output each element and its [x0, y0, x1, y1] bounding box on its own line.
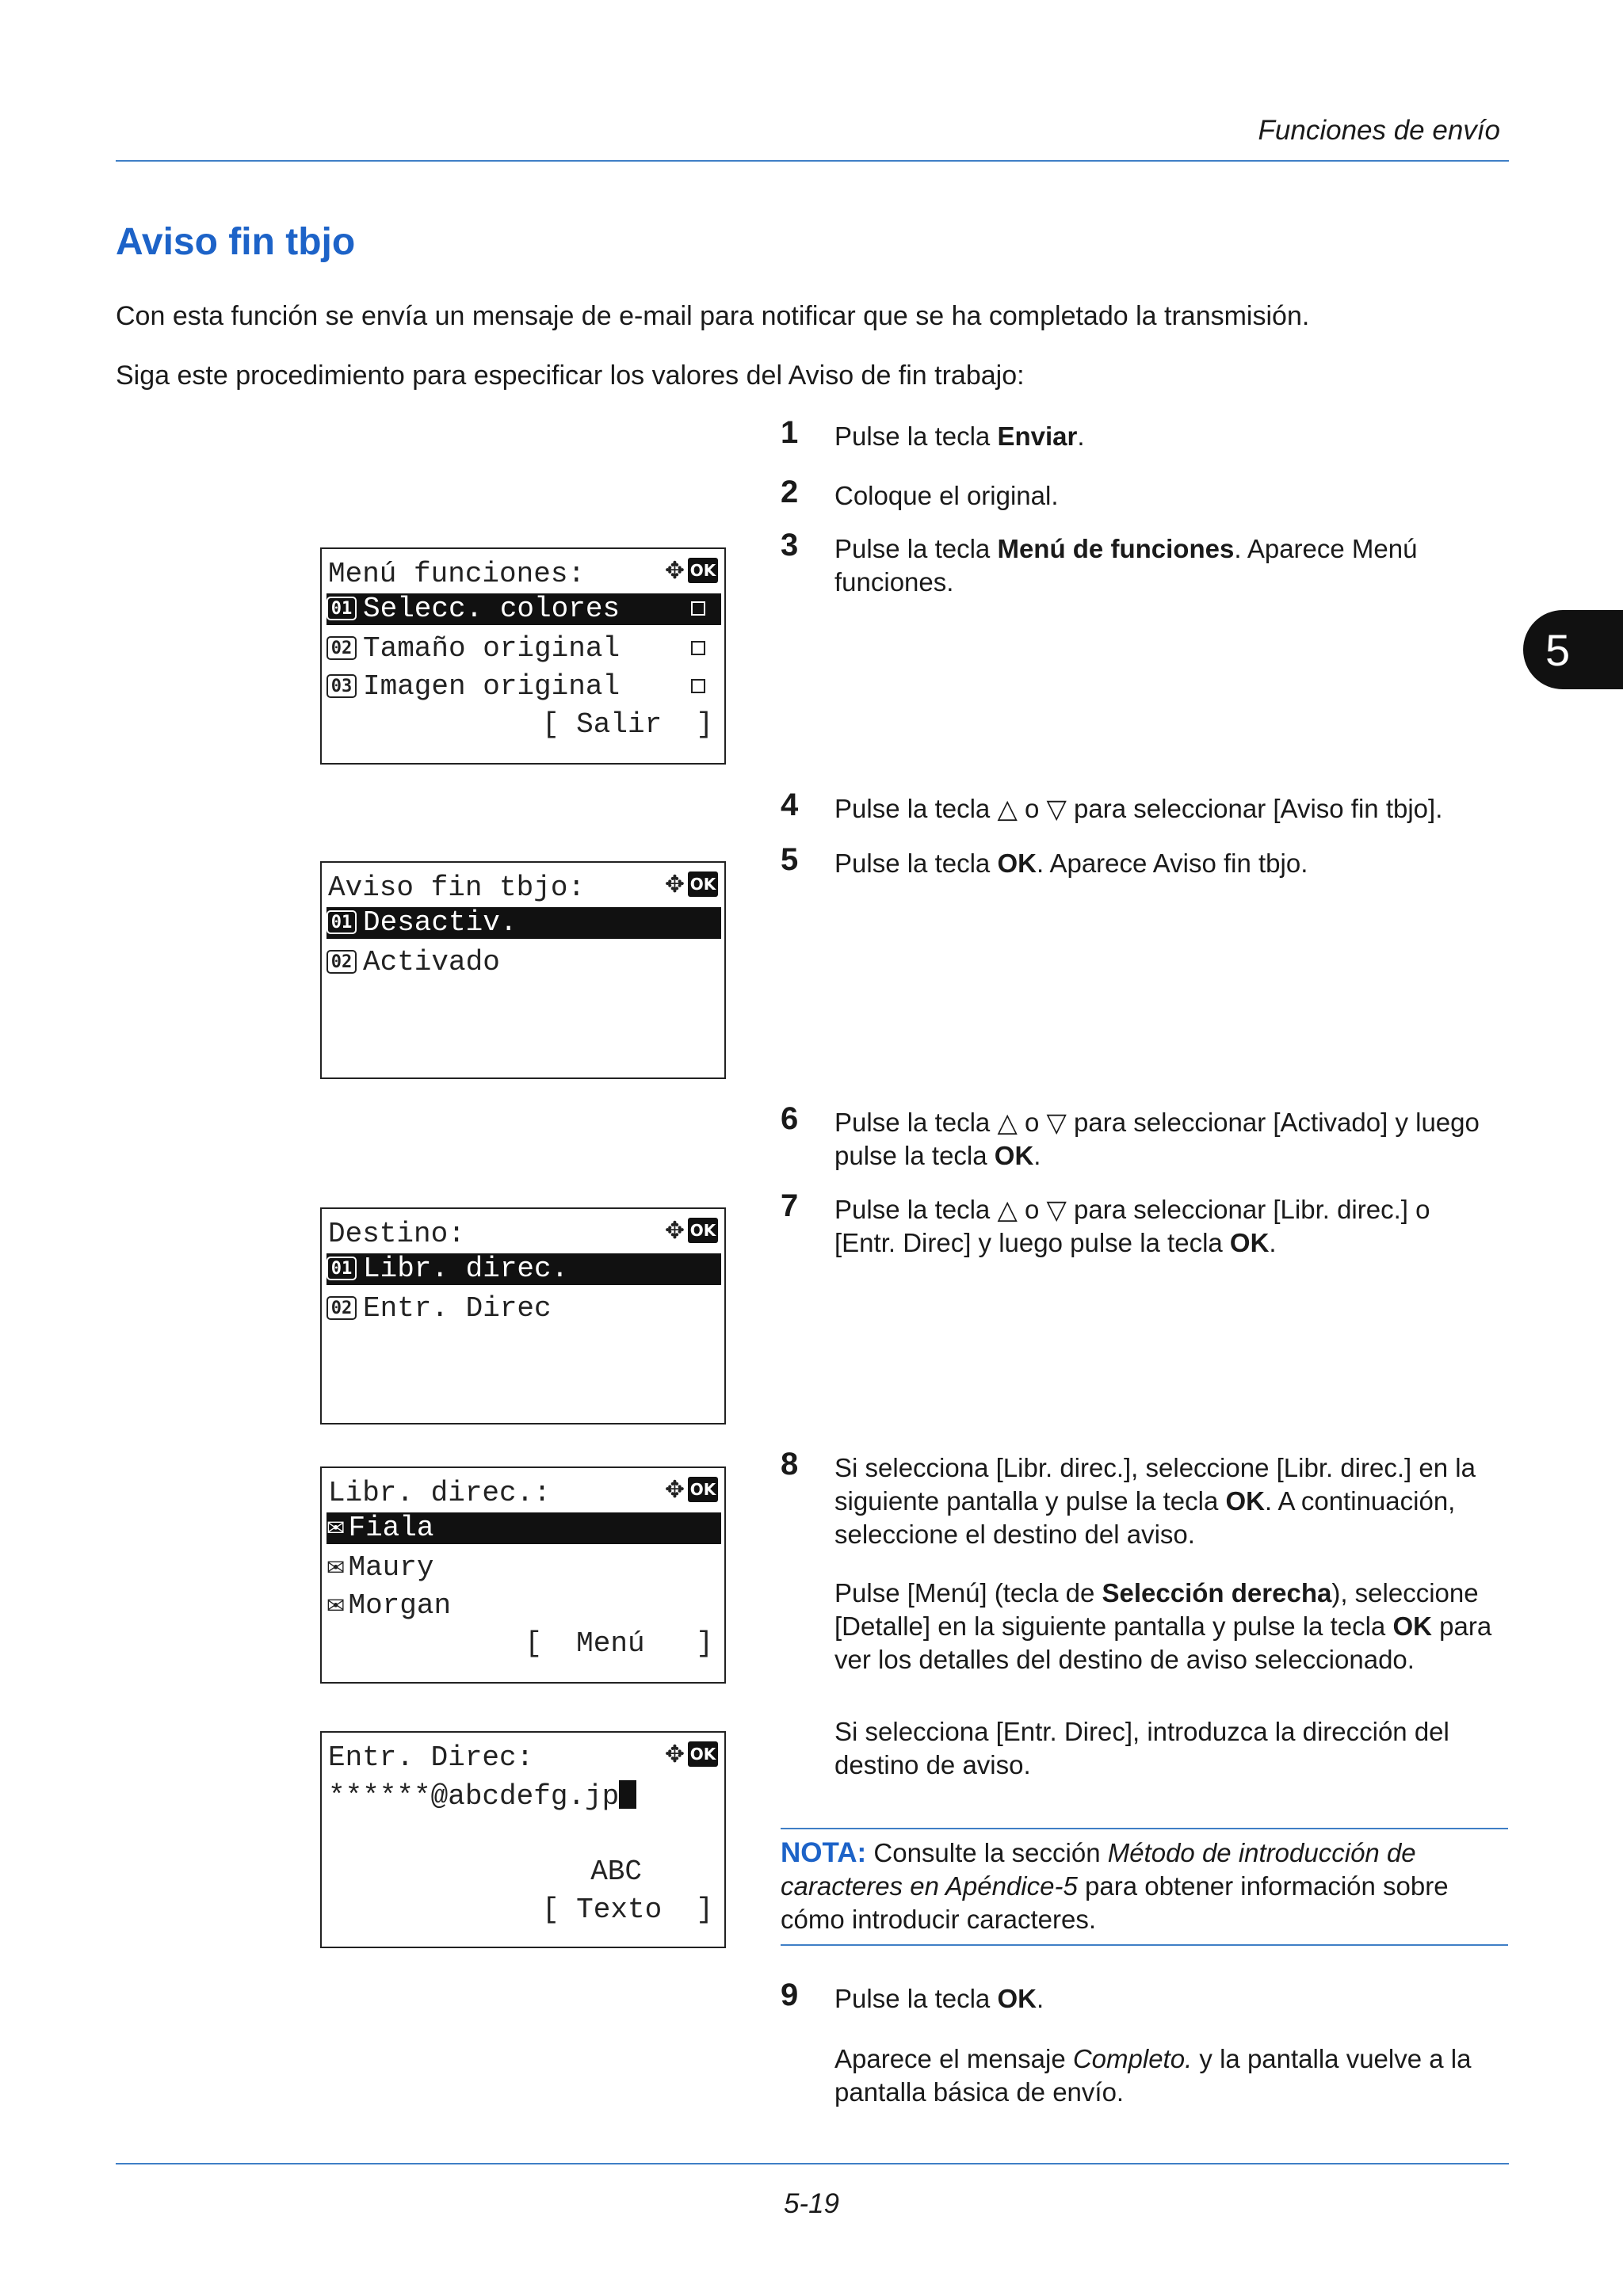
ok-icon: OK	[688, 871, 718, 897]
intro-paragraph-1: Con esta función se envía un mensaje de e-mail para notificar que se ha completado la transmisión.	[116, 301, 1310, 331]
step-number: 3	[781, 528, 799, 563]
header-rule	[116, 160, 1509, 162]
lcd-contact-item[interactable]: ✉ Morgan	[327, 1589, 452, 1622]
text-cursor	[619, 1780, 636, 1809]
key-name: OK	[1225, 1486, 1265, 1516]
lcd-title: Libr. direc.:	[328, 1477, 551, 1509]
lcd-nav-indicator	[665, 557, 718, 584]
step-number: 4	[781, 788, 799, 822]
note-label: NOTA:	[781, 1837, 867, 1868]
ok-icon: OK	[688, 1218, 718, 1243]
ok-icon: OK	[688, 1477, 718, 1502]
key-name: OK	[997, 1984, 1037, 2013]
lcd-contact-item[interactable]: ✉ Fiala	[327, 1512, 721, 1544]
lcd-nav-indicator	[665, 1217, 718, 1244]
lcd-list-item[interactable]: 01 Libr. direc.	[327, 1253, 721, 1285]
lcd-softkey-salir[interactable]: [ Salir ]	[541, 708, 713, 741]
lcd-list-item[interactable]: 03 Imagen original	[327, 671, 721, 703]
lcd-aviso-fin-tbjo	[320, 861, 726, 1079]
lcd-list-item[interactable]: 01 Selecc. colores	[327, 593, 721, 625]
lcd-libr-direc	[320, 1466, 726, 1684]
lcd-list-item[interactable]: 01 Desactiv.	[327, 907, 721, 939]
ok-icon: OK	[688, 558, 718, 583]
lcd-title: Menú funciones:	[328, 558, 586, 590]
step-9-result: Aparece el mensaje Completo. y la pantalla vuelve a la pantalla básica de envío.	[834, 2044, 1472, 2107]
lcd-contact-item[interactable]: ✉ Maury	[327, 1551, 434, 1584]
envelope-icon: ✉	[327, 1515, 346, 1541]
ok-icon: OK	[688, 1741, 718, 1767]
lcd-nav-indicator	[665, 1476, 718, 1503]
lcd-list-item[interactable]: 02 Entr. Direc	[327, 1293, 721, 1325]
note-rule-top	[781, 1828, 1508, 1829]
lcd-destino	[320, 1207, 726, 1425]
lcd-nav-indicator	[665, 871, 718, 898]
four-way-arrow-icon: ✥	[664, 1475, 685, 1504]
page-number: 5-19	[783, 2188, 840, 2219]
lcd-menu-funciones	[320, 547, 726, 765]
four-way-arrow-icon: ✥	[664, 556, 685, 585]
lcd-list-item[interactable]: 02 Activado	[327, 947, 721, 978]
lcd-nav-indicator	[665, 1741, 718, 1768]
checkbox-icon	[691, 601, 705, 616]
lcd-softkey-menu[interactable]: [ Menú ]	[525, 1627, 713, 1660]
running-header: Funciones de envío	[1258, 115, 1500, 146]
step-number: 2	[781, 475, 799, 509]
lcd-title: Destino:	[328, 1218, 465, 1250]
step-number: 1	[781, 415, 799, 450]
step-number: 6	[781, 1101, 799, 1136]
note-box: NOTA: Consulte la sección Método de introducción de caracteres en Apéndice-5 para obtener información sobre cómo introducir caracteres.	[781, 1837, 1449, 1934]
lcd-title: Aviso fin tbjo:	[328, 871, 586, 904]
lcd-list-item[interactable]: 02 Tamaño original	[327, 633, 721, 665]
key-name: Menú de funciones	[997, 534, 1235, 563]
step-8-direct-entry: Si selecciona [Entr. Direc], introduzca la dirección del destino de aviso.	[834, 1717, 1449, 1779]
four-way-arrow-icon: ✥	[664, 870, 685, 898]
checkbox-icon	[691, 679, 705, 693]
step-8-detail: Pulse [Menú] (tecla de Selección derecha), seleccione [Detalle] en la siguiente pantalla y pulse la tecla OK para ver los detalles del destino de aviso seleccionado.	[834, 1578, 1492, 1674]
four-way-arrow-icon: ✥	[664, 1216, 685, 1245]
checkbox-icon	[691, 641, 705, 655]
key-name: Enviar	[997, 421, 1078, 451]
lcd-entr-direc	[320, 1731, 726, 1948]
step-number: 9	[781, 1978, 799, 2012]
intro-paragraph-2: Siga este procedimiento para especificar los valores del Aviso de fin trabajo:	[116, 360, 1025, 391]
note-rule-bottom	[781, 1944, 1508, 1946]
lcd-softkey-texto[interactable]: [ Texto ]	[541, 1894, 713, 1926]
step-number: 8	[781, 1447, 799, 1482]
lcd-input-mode: ABC	[590, 1855, 642, 1888]
key-name: OK	[994, 1141, 1034, 1170]
lcd-title: Entr. Direc:	[328, 1741, 534, 1774]
section-title: Aviso fin tbjo	[116, 221, 356, 263]
envelope-icon: ✉	[327, 1592, 346, 1619]
key-name: OK	[997, 849, 1037, 878]
step-number: 5	[781, 842, 799, 877]
envelope-icon: ✉	[327, 1554, 346, 1581]
step-number: 7	[781, 1188, 799, 1223]
chapter-tab: 5	[1523, 610, 1623, 689]
note-reference: Método de introducción de caracteres en Apéndice-5	[781, 1838, 1416, 1901]
footer-rule	[116, 2163, 1509, 2164]
key-name: OK	[1229, 1228, 1270, 1257]
lcd-address-input[interactable]: ******@abcdefg.jp	[328, 1780, 724, 1812]
four-way-arrow-icon: ✥	[664, 1740, 685, 1768]
